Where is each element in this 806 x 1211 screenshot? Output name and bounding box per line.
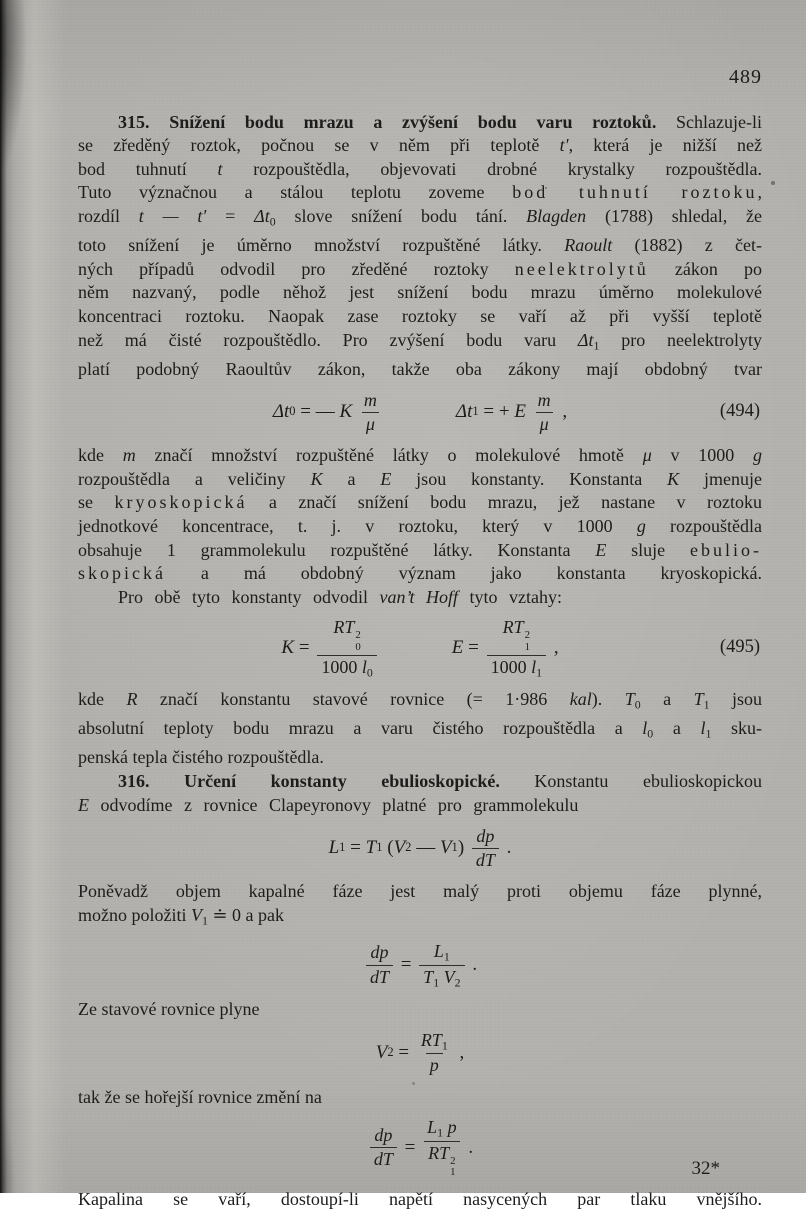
text-segment: jsou	[709, 689, 762, 710]
signature-mark: 32*	[691, 1158, 720, 1179]
emphasis-text: 315. Snížení bodu mrazu a zvýšení bodu varu roztoků.	[118, 111, 657, 132]
fraction	[487, 617, 546, 679]
text-line	[78, 586, 762, 610]
text-segment: značí množství rozpuštěné látky o molekulové hmotě	[135, 445, 643, 466]
text-segment: Schlazuje-li	[656, 111, 762, 132]
text-line	[78, 468, 762, 492]
fraction-numerator	[417, 1030, 452, 1054]
text-segment: 1	[593, 338, 600, 353]
text-line	[78, 1188, 762, 1211]
equation-dpdt	[78, 941, 762, 989]
fraction-numerator	[366, 942, 392, 964]
text-segment: 0	[366, 665, 373, 680]
text-segment: m	[122, 445, 136, 466]
text-segment: rozpouštědla a veličiny	[78, 468, 311, 489]
text-segment: jsou konstanty. Konstanta	[391, 468, 668, 489]
subscript: 1	[450, 1166, 456, 1179]
text-segment: jednotkové koncentrace, t. j. v roztoku, který v 1000	[78, 516, 637, 537]
text-segment: V	[393, 837, 406, 859]
text-segment: jmenuje	[679, 468, 762, 489]
text-segment: (	[382, 837, 394, 859]
fraction-numerator	[499, 617, 534, 654]
paragraph-volume	[78, 880, 762, 933]
text-segment: skopická	[78, 563, 166, 584]
text-segment: kde	[78, 689, 127, 710]
text-segment: 1	[201, 913, 208, 928]
text-segment: koncentraci roztoku. Naopak zase roztoky se vaří až při vyšší teplotě	[78, 305, 762, 326]
text-line	[78, 234, 762, 258]
fraction	[419, 941, 464, 989]
text-segment: μ	[365, 413, 375, 434]
fraction-numerator	[472, 826, 498, 848]
text-segment: slove snížení bodu tání.	[275, 205, 527, 226]
text-segment: se	[78, 492, 115, 513]
text-segment: odvodíme z rovnice Clapeyronovy platné pro grammolekulu	[89, 794, 579, 815]
text-segment: možno položiti	[78, 904, 191, 925]
text-segment: 1	[433, 975, 440, 990]
text-segment: dp	[370, 942, 389, 963]
text-segment: E	[78, 794, 89, 815]
text-segment: ).	[591, 689, 625, 710]
text-segment: —	[411, 837, 440, 859]
text-segment: V	[375, 1042, 388, 1064]
text-segment: 0	[289, 404, 296, 419]
fraction-numerator	[534, 390, 555, 412]
text-segment: Konstantu ebulioskopickou	[499, 771, 762, 792]
text-segment: Tuto význačnou a stálou teplotu zoveme	[78, 182, 513, 203]
text-segment: )	[457, 837, 469, 859]
scan-speck	[771, 181, 775, 185]
text-segment: t′	[559, 135, 569, 156]
fraction-denominator	[536, 412, 553, 435]
text-line	[78, 444, 762, 468]
text-segment: g	[753, 445, 762, 466]
book-binding-shadow	[0, 0, 72, 1193]
fraction	[366, 942, 393, 987]
text-segment: 1	[339, 840, 346, 855]
text-segment: L	[328, 837, 340, 859]
text-line	[78, 794, 762, 818]
text-line	[78, 305, 762, 329]
superscript-subscript-stack	[450, 1156, 455, 1179]
text-line	[78, 998, 762, 1022]
text-segment: než má čisté rozpouštědlo. Pro zvýšení bodu varu	[78, 329, 578, 350]
text-segment: =	[395, 954, 417, 976]
text-segment: v 1000	[651, 445, 753, 466]
text-segment: dT	[475, 849, 495, 870]
text-segment: rozpouštědla, objevovati drobné krystalky rozpouštědla.	[222, 158, 762, 179]
text-segment: .	[467, 954, 478, 976]
equation-494	[78, 389, 762, 435]
text-segment: .	[463, 1137, 474, 1159]
text-segment: T	[365, 837, 377, 859]
text-segment: (1788) shledal, že	[586, 205, 763, 226]
text-segment: E	[595, 539, 607, 560]
equation-group	[281, 617, 379, 679]
text-segment: Δt	[272, 401, 290, 423]
equation-group	[273, 390, 384, 435]
text-segment: RT	[502, 617, 524, 638]
superscript: 2	[450, 1154, 456, 1167]
subscript: 1	[524, 640, 531, 653]
superscript-subscript-stack	[525, 630, 530, 653]
text-segment: kal	[569, 689, 592, 710]
fraction	[417, 1030, 452, 1077]
text-segment: l	[642, 718, 648, 739]
text-segment: K	[281, 637, 295, 659]
text-segment: ,	[557, 401, 568, 423]
text-segment: E	[451, 637, 464, 659]
text-segment: 1	[437, 1125, 444, 1140]
text-line	[78, 770, 762, 794]
fraction-denominator	[424, 1141, 459, 1179]
text-segment: toto snížení je úměrno množství rozpuštěné látky.	[78, 235, 565, 256]
text-segment: L	[433, 940, 444, 961]
text-segment: l	[531, 656, 537, 677]
text-segment: R	[126, 689, 138, 710]
fraction	[423, 1117, 460, 1179]
text-segment: =	[393, 1042, 414, 1064]
text-segment: Δt	[577, 329, 594, 350]
text-segment: a má obdobný význam jako konstanta kryoskopická.	[165, 563, 762, 584]
equation-clapeyron	[78, 825, 762, 871]
text-segment: 2	[387, 1045, 394, 1060]
text-segment: ebulio-	[690, 539, 762, 560]
text-line	[78, 515, 762, 539]
text-segment: =	[294, 637, 315, 659]
subscript: 0	[355, 640, 361, 653]
equation-dpdt-final	[78, 1117, 762, 1179]
text-segment: Δt	[254, 205, 270, 226]
fraction-denominator	[419, 965, 464, 990]
text-segment: Kapalina se vaří, dostoupí-li napětí nasycených par tlaku vnějšího.	[78, 1188, 762, 1209]
text-line	[78, 717, 762, 746]
text-line	[78, 329, 762, 358]
text-segment: ,	[454, 1042, 465, 1064]
paragraph-boiling	[78, 1188, 762, 1211]
text-line	[78, 111, 762, 135]
fraction	[472, 826, 499, 871]
text-segment: platí podobný Raoultův zákon, takže oba zákony mají obdobný tvar	[78, 358, 762, 379]
text-segment: dT	[369, 966, 389, 987]
text-segment: = +	[478, 401, 515, 423]
fraction	[317, 617, 376, 679]
text-segment: a	[322, 468, 381, 489]
text-segment: K	[667, 468, 680, 489]
text-segment: =	[206, 205, 255, 226]
text-segment: Blagden	[526, 205, 587, 226]
text-segment: ,	[549, 637, 559, 659]
text-segment: RT	[333, 617, 355, 638]
text-segment: L	[427, 1117, 438, 1138]
text-segment: t — t′	[138, 205, 207, 226]
text-segment: bod tuhnutí	[78, 158, 218, 179]
equation-number: (494)	[719, 401, 760, 422]
text-line	[78, 358, 762, 382]
text-segment: K	[339, 401, 357, 423]
text-segment: l	[361, 656, 367, 677]
text-segment: rozpouštědla	[645, 516, 762, 537]
fraction	[360, 390, 381, 435]
text-segment: ,	[757, 182, 762, 203]
text-segment: ných případů odvodil pro zředěné roztoky	[78, 258, 515, 279]
text-segment: dp	[374, 1125, 393, 1146]
text-segment: 1000	[490, 656, 532, 677]
text-segment: kde	[78, 445, 123, 466]
text-segment: tak že se hořejší rovnice změní na	[78, 1086, 322, 1107]
text-segment: a značí snížení bodu mrazu, jež nastane v roztoku	[247, 492, 762, 513]
text-segment: 0	[634, 697, 641, 712]
text-segment: 1	[536, 665, 543, 680]
fraction-numerator	[423, 1117, 460, 1141]
equation-number: (495)	[719, 637, 760, 658]
text-segment: tyto vztahy:	[458, 586, 562, 607]
fraction-numerator	[360, 390, 381, 412]
text-line	[78, 491, 762, 515]
text-segment: 1	[705, 726, 712, 741]
text-segment: g	[636, 516, 646, 537]
text-segment: penská tepla čistého rozpouštědla.	[78, 747, 324, 768]
emphasis-text: 316. Určení konstanty ebulioskopické.	[118, 771, 500, 792]
text-segment: 1	[472, 404, 479, 419]
paragraph-495-explain	[78, 688, 762, 770]
text-segment: .	[501, 837, 512, 859]
text-line	[78, 181, 762, 205]
fraction-denominator	[370, 1147, 397, 1170]
text-segment: Poněvadž objem kapalné fáze jest malý proti objemu fáze plynné,	[78, 881, 762, 902]
page-number: 489	[729, 66, 762, 88]
paragraph-vant-hoff	[78, 586, 762, 610]
text-segment: V	[190, 904, 202, 925]
text-segment: V	[443, 966, 455, 987]
text-segment: 0	[269, 214, 276, 229]
text-segment: Δt	[455, 401, 473, 423]
text-line	[78, 205, 762, 234]
text-line	[78, 880, 762, 904]
text-segment: V	[439, 837, 452, 859]
text-segment: p	[429, 1055, 439, 1076]
text-segment: T	[423, 966, 434, 987]
equation-v2	[78, 1030, 762, 1077]
fraction	[534, 390, 555, 435]
text-segment: T	[693, 689, 704, 710]
fraction-denominator	[362, 412, 379, 435]
text-segment: 1	[376, 840, 383, 855]
text-segment: van’t Hoff	[379, 586, 458, 607]
text-segment: bod tuhnutí roztoku	[512, 182, 758, 203]
text-segment: sku-	[711, 718, 762, 739]
fraction	[370, 1125, 397, 1170]
text-segment: se zředěný roztok, počnou se v něm při teplotě	[78, 135, 560, 156]
text-segment: obsahuje 1 grammolekulu rozpuštěné látky. Konstanta	[78, 539, 596, 560]
text-segment: = —	[295, 401, 340, 423]
text-line	[78, 746, 762, 770]
equation-group	[452, 617, 559, 679]
text-line	[78, 1086, 762, 1110]
text-segment: sluje	[606, 539, 690, 560]
text-segment: a	[653, 718, 701, 739]
text-segment: kryoskopická	[114, 492, 248, 513]
text-segment: a	[640, 689, 694, 710]
text-segment: =	[463, 637, 484, 659]
fraction-numerator	[430, 941, 454, 965]
text-segment: RT	[420, 1029, 442, 1050]
fraction-numerator	[370, 1125, 396, 1147]
superscript-subscript-stack	[355, 630, 360, 653]
text-segment: dp	[476, 825, 495, 846]
text-line	[78, 134, 762, 158]
equation-group	[329, 826, 512, 871]
text-segment: něm nazvaný, podle něhož jest snížení bodu mrazu úměrno molekulové	[78, 282, 762, 303]
superscript: 2	[355, 629, 361, 642]
text-segment: K	[310, 468, 323, 489]
text-segment: 0	[647, 726, 654, 741]
fraction-numerator	[329, 617, 364, 654]
text-segment: RT	[428, 1142, 450, 1163]
text-segment: μ	[642, 445, 652, 466]
text-segment: ≐ 0 a pak	[207, 904, 284, 925]
text-segment: T	[624, 689, 635, 710]
text-line	[78, 539, 762, 563]
fraction-denominator	[366, 965, 393, 988]
text-segment: 1000	[321, 656, 362, 677]
equation-group	[363, 941, 477, 989]
text-segment: =	[399, 1137, 421, 1159]
text-segment: m	[363, 389, 377, 410]
equation-group	[376, 1030, 465, 1077]
text-segment: =	[345, 837, 366, 859]
fraction-denominator	[472, 848, 499, 871]
fraction-denominator	[426, 1053, 443, 1076]
superscript: 2	[524, 629, 531, 642]
text-line	[78, 158, 762, 182]
text-segment: (1882) z čet-	[612, 235, 763, 256]
text-line	[78, 258, 762, 282]
text-segment: rozdíl	[78, 205, 139, 226]
text-segment: 2	[405, 840, 412, 855]
paragraph-315	[78, 111, 762, 382]
text-segment: značí konstantu stavové rovnice (= 1·986	[137, 689, 570, 710]
equation-group	[367, 1117, 473, 1179]
page-text-block	[78, 66, 762, 1211]
paragraph-state-eq	[78, 998, 762, 1022]
text-segment: m	[537, 389, 551, 410]
text-line	[78, 281, 762, 305]
equation-495	[78, 617, 762, 679]
text-segment: 2	[454, 975, 461, 990]
text-segment: dT	[373, 1149, 393, 1170]
text-segment: zákon po	[648, 258, 762, 279]
fraction-denominator	[317, 655, 376, 680]
paragraph-316	[78, 770, 762, 817]
equation-group	[456, 390, 567, 435]
text-segment: Raoult	[564, 235, 613, 256]
text-segment: E	[514, 401, 531, 423]
text-line	[78, 904, 762, 933]
text-segment: Ze stavové rovnice plyne	[78, 999, 260, 1020]
text-segment: p	[447, 1117, 457, 1138]
text-segment: E	[380, 468, 392, 489]
text-segment: absolutní teploty bodu mrazu a varu čistého rozpouštědla a	[78, 718, 643, 739]
text-segment: 1	[441, 1038, 448, 1053]
text-segment: 1	[443, 949, 450, 964]
paragraph-transform	[78, 1086, 762, 1110]
text-segment: t	[217, 158, 223, 179]
fraction-denominator	[487, 655, 546, 680]
paragraph-494-explain	[78, 444, 762, 586]
text-segment: 1	[703, 697, 710, 712]
text-segment: μ	[539, 413, 549, 434]
text-segment: pro neelektrolyty	[599, 329, 763, 350]
text-segment: l	[700, 718, 706, 739]
text-segment: Pro obě tyto konstanty odvodil	[118, 586, 380, 607]
text-line	[78, 562, 762, 586]
text-line	[78, 688, 762, 717]
text-segment: neelektrolytů	[514, 258, 649, 279]
text-segment: 1	[451, 840, 458, 855]
text-segment: , která je nižší než	[568, 135, 762, 156]
